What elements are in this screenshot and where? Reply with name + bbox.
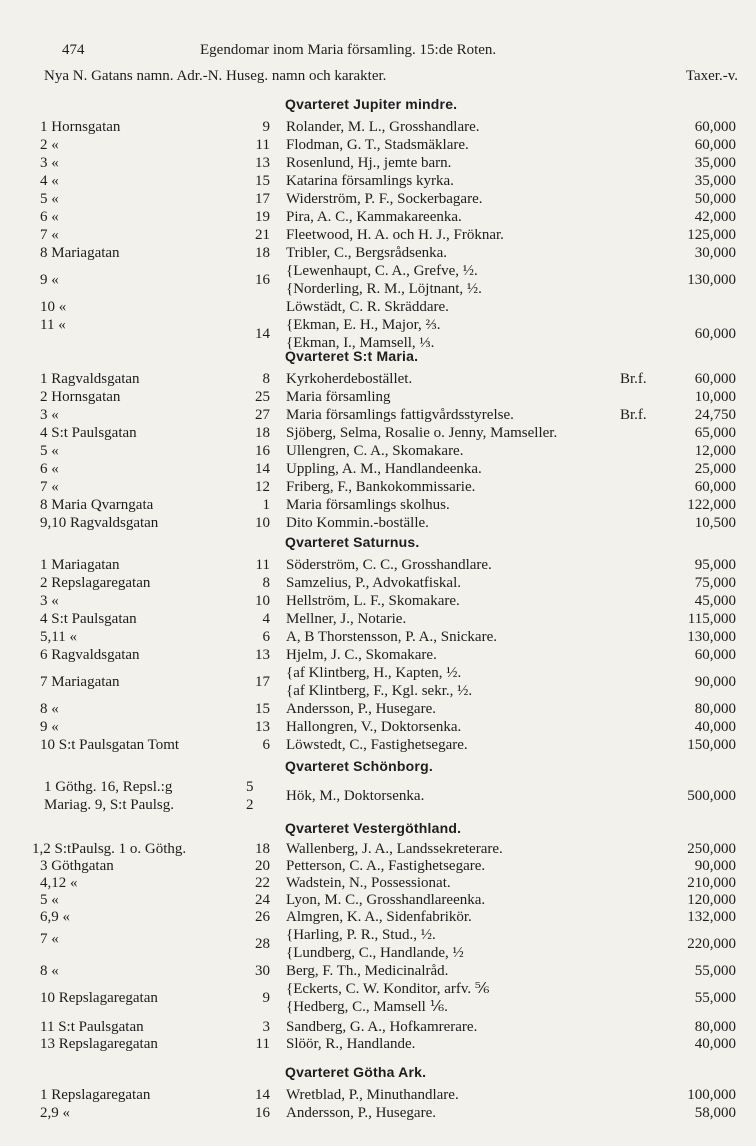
address: 5,11 « [40, 629, 77, 645]
address: 2 Hornsgatan [40, 389, 121, 405]
table-row [0, 244, 756, 262]
tax-value: 80,000 [694, 701, 736, 717]
owner: Löwstedt, C., Fastighetsegare. [286, 737, 468, 753]
owner: {Lundberg, C., Handlande, ½ [286, 945, 464, 961]
house-number: 13 [255, 719, 270, 735]
table-row [0, 388, 756, 406]
tax-value: 122,000 [687, 497, 736, 513]
house-number: 27 [255, 407, 270, 423]
address: 8 Maria Qvarngata [40, 497, 154, 513]
house-number: 18 [255, 425, 270, 441]
table-row [0, 980, 756, 1016]
table-row [0, 628, 756, 646]
tax-value: 125,000 [687, 227, 736, 243]
house-number: 8 [262, 575, 270, 591]
address: 2,9 « [40, 1105, 70, 1121]
tax-value: 132,000 [687, 909, 736, 925]
tax-value: 58,000 [694, 1105, 736, 1121]
table-row [0, 442, 756, 460]
address: 2 « [40, 137, 59, 153]
tax-value: 60,000 [694, 119, 736, 135]
owner-pair [286, 316, 441, 352]
house-number: 12 [255, 479, 270, 495]
owner: Maria församlings skolhus. [286, 497, 450, 513]
address: 7 « [40, 931, 59, 947]
house-number: 1 [262, 497, 270, 513]
owner: Wretblad, P., Minuthandlare. [286, 1087, 459, 1103]
section-title: Qvarteret Jupiter mindre. [285, 96, 458, 112]
address: 8 « [40, 963, 59, 979]
house-number: 6 [262, 737, 270, 753]
address: 8 Mariagatan [40, 245, 120, 261]
house-number: 22 [255, 875, 270, 891]
owner: {Ekman, E. H., Major, ⅔. [286, 317, 441, 333]
table-row [0, 316, 756, 352]
owner: Maria församlings fattigvårdsstyrelse. [286, 407, 514, 423]
owner: {Eckerts, C. W. Konditor, arfv. ⅚ [286, 981, 490, 997]
page-title: Egendomar inom Maria församling. 15:de Roten. [200, 42, 497, 58]
address: 9 « [40, 719, 59, 735]
table-row [0, 406, 756, 424]
tax-value: 250,000 [687, 841, 736, 857]
tax-value: 60,000 [694, 326, 736, 342]
section-title: Qvarteret Schönborg. [285, 758, 433, 774]
tax-value: 60,000 [694, 137, 736, 153]
owner: Flodman, G. T., Stadsmäklare. [286, 137, 469, 153]
table-row [0, 908, 756, 926]
table-row [0, 1018, 756, 1036]
table-row [0, 424, 756, 442]
table-row [0, 891, 756, 909]
house-number: 17 [255, 191, 270, 207]
owner: Hjelm, J. C., Skomakare. [286, 647, 437, 663]
table-row [0, 718, 756, 736]
tax-value: 45,000 [694, 593, 736, 609]
house-number: 20 [255, 858, 270, 874]
owner: A, B Thorstensson, P. A., Snickare. [286, 629, 497, 645]
house-number: 18 [255, 841, 270, 857]
owner: Sjöberg, Selma, Rosalie o. Jenny, Mamseller. [286, 425, 558, 441]
house-number: 14 [255, 326, 270, 342]
house-number: 14 [255, 461, 270, 477]
house-number: 24 [255, 892, 270, 908]
house-number: 26 [255, 909, 270, 925]
address: 4 « [40, 173, 59, 189]
house-number-pair [246, 778, 254, 814]
house-number: 13 [255, 155, 270, 171]
address: 6 « [40, 461, 59, 477]
page-header [0, 42, 756, 66]
house-number: 5 [246, 779, 254, 795]
owner: Wallenberg, J. A., Landssekreterare. [286, 841, 503, 857]
house-number: 11 [255, 557, 270, 573]
table-row [0, 556, 756, 574]
house-number: 18 [255, 245, 270, 261]
house-number: 6 [262, 629, 270, 645]
address: 6 « [40, 209, 59, 225]
table-row [0, 574, 756, 592]
house-number: 16 [255, 443, 270, 459]
address: 4,12 « [40, 875, 78, 891]
address: 3 « [40, 155, 59, 171]
owner: {Hedberg, C., Mamsell ⅙. [286, 999, 448, 1015]
house-number: 17 [255, 674, 270, 690]
house-number: 10 [255, 515, 270, 531]
owner: Dito Kommin.-boställe. [286, 515, 429, 531]
address: 10 S:t Paulsgatan Tomt [40, 737, 180, 753]
owner: Fleetwood, H. A. och H. J., Fröknar. [286, 227, 504, 243]
owner: Andersson, P., Husegare. [286, 1105, 436, 1121]
house-number: 10 [255, 593, 270, 609]
address: 1 Hornsgatan [40, 119, 121, 135]
table-row [0, 478, 756, 496]
owner: Löwstädt, C. R. Skräddare. [286, 299, 449, 315]
owner: Lyon, M. C., Grosshandlareenka. [286, 892, 486, 908]
owner-pair [286, 926, 464, 962]
house-number: 2 [246, 797, 254, 813]
section-title: Qvarteret S:t Maria. [285, 348, 419, 364]
tax-value: 75,000 [694, 575, 736, 591]
address: 2 Repslagaregatan [40, 575, 151, 591]
tax-value: 100,000 [687, 1087, 736, 1103]
table-row [0, 646, 756, 664]
house-number: 9 [262, 990, 270, 1006]
house-number: 19 [255, 209, 270, 225]
tax-value: 55,000 [694, 990, 736, 1006]
owner: {af Klintberg, H., Kapten, ½. [286, 665, 462, 681]
column-headers [0, 68, 756, 92]
address: 5 « [40, 443, 59, 459]
owner-pair [286, 262, 482, 298]
owner: Hallongren, V., Doktorsenka. [286, 719, 462, 735]
owner: Pira, A. C., Kammakareenka. [286, 209, 462, 225]
table-row [0, 208, 756, 226]
owner: Rolander, M. L., Grosshandlare. [286, 119, 480, 135]
address: 5 « [40, 892, 59, 908]
tax-value: 220,000 [687, 936, 736, 952]
owner: Samzelius, P., Advokatfiskal. [286, 575, 461, 591]
house-number: 16 [255, 1105, 270, 1121]
br-mark: Br.f. [620, 407, 647, 423]
address: 5 « [40, 191, 59, 207]
table-row [0, 460, 756, 478]
owner: Söderström, C. C., Grosshandlare. [286, 557, 492, 573]
address: 3 Göthgatan [40, 858, 114, 874]
tax-value: 10,500 [694, 515, 736, 531]
table-row [0, 496, 756, 514]
owner: Rosenlund, Hj., jemte barn. [286, 155, 452, 171]
owner: Andersson, P., Husegare. [286, 701, 436, 717]
table-row [0, 118, 756, 136]
address: 4 S:t Paulsgatan [40, 425, 137, 441]
owner: {af Klintberg, F., Kgl. sekr., ½. [286, 683, 473, 699]
owner: Widerström, P. F., Sockerbagare. [286, 191, 483, 207]
tax-value: 95,000 [694, 557, 736, 573]
owner: Katarina församlings kyrka. [286, 173, 454, 189]
tax-value: 10,000 [694, 389, 736, 405]
owner: Hök, M., Doktorsenka. [286, 788, 425, 804]
address: 13 Repslagaregatan [40, 1036, 158, 1052]
owner: Ullengren, C. A., Skomakare. [286, 443, 464, 459]
address: 3 « [40, 407, 59, 423]
owner-pair [286, 980, 489, 1016]
owner: {Lewenhaupt, C. A., Grefve, ½. [286, 263, 478, 279]
tax-value: 90,000 [694, 674, 736, 690]
house-number: 8 [262, 371, 270, 387]
table-row [0, 592, 756, 610]
tax-value: 25,000 [694, 461, 736, 477]
address: 6 Ragvaldsgatan [40, 647, 140, 663]
tax-value: 130,000 [687, 629, 736, 645]
table-row [0, 840, 756, 858]
tax-value: 42,000 [694, 209, 736, 225]
table-row [0, 857, 756, 875]
house-number: 13 [255, 647, 270, 663]
tax-value: 150,000 [687, 737, 736, 753]
table-row [0, 172, 756, 190]
owner: Berg, F. Th., Medicinalråd. [286, 963, 449, 979]
owner: Wadstein, N., Possessionat. [286, 875, 451, 891]
tax-value: 500,000 [687, 788, 736, 804]
tax-value: 40,000 [694, 1036, 736, 1052]
table-row [0, 874, 756, 892]
owner: Slöör, R., Handlande. [286, 1036, 416, 1052]
address: Mariag. 9, S:t Paulsg. [44, 797, 174, 813]
house-number: 4 [262, 611, 270, 627]
house-number: 3 [262, 1019, 270, 1035]
house-number: 25 [255, 389, 270, 405]
address: 3 « [40, 593, 59, 609]
table-row [0, 226, 756, 244]
table-row [0, 926, 756, 962]
tax-value: 80,000 [694, 1019, 736, 1035]
tax-value: 130,000 [687, 272, 736, 288]
section-title: Qvarteret Götha Ark. [285, 1064, 427, 1080]
table-row [0, 736, 756, 754]
table-row [0, 962, 756, 980]
address: 6,9 « [40, 909, 70, 925]
owner: Almgren, K. A., Sidenfabrikör. [286, 909, 472, 925]
table-row [0, 1035, 756, 1053]
owner: Mellner, J., Notarie. [286, 611, 407, 627]
tax-value: 30,000 [694, 245, 736, 261]
address: 10 Repslagaregatan [40, 990, 158, 1006]
table-row [0, 664, 756, 700]
table-row [0, 370, 756, 388]
house-number: 15 [255, 173, 270, 189]
table-row [0, 154, 756, 172]
house-number: 9 [262, 119, 270, 135]
address: 1,2 S:tPaulsg. 1 o. Göthg. [32, 841, 187, 857]
owner: {Ekman, I., Mamsell, ⅓. [286, 335, 435, 351]
house-number: 15 [255, 701, 270, 717]
address: 1 Repslagaregatan [40, 1087, 151, 1103]
address-pair [44, 778, 174, 814]
address: 4 S:t Paulsgatan [40, 611, 137, 627]
table-row [0, 1104, 756, 1122]
tax-value: 120,000 [687, 892, 736, 908]
table-row [0, 514, 756, 532]
tax-value: 40,000 [694, 719, 736, 735]
owner-pair [286, 664, 472, 700]
tax-value: 210,000 [687, 875, 736, 891]
table-row [0, 1086, 756, 1104]
address: 9,10 Ragvaldsgatan [40, 515, 159, 531]
owner: Tribler, C., Bergsrådsenka. [286, 245, 448, 261]
address: 7 Mariagatan [40, 674, 120, 690]
address: 10 « [40, 299, 67, 315]
owner: Petterson, C. A., Fastighetsegare. [286, 858, 486, 874]
tax-value: 35,000 [694, 155, 736, 171]
section-title: Qvarteret Vestergöthland. [285, 820, 462, 836]
house-number: 16 [255, 272, 270, 288]
address: 7 « [40, 479, 59, 495]
house-number: 21 [255, 227, 270, 243]
tax-value: 60,000 [694, 479, 736, 495]
tax-value: 60,000 [694, 371, 736, 387]
address: 1 Mariagatan [40, 557, 120, 573]
tax-value: 60,000 [694, 647, 736, 663]
house-number: 11 [255, 1036, 270, 1052]
house-number: 28 [255, 936, 270, 952]
table-row [0, 700, 756, 718]
table-row [0, 610, 756, 628]
table-row [0, 778, 756, 814]
address: 1 Ragvaldsgatan [40, 371, 140, 387]
address: 9 « [40, 272, 59, 288]
address: 8 « [40, 701, 59, 717]
owner: Hellström, L. F., Skomakare. [286, 593, 460, 609]
tax-value: 115,000 [687, 611, 736, 627]
owner: Uppling, A. M., Handlandeenka. [286, 461, 482, 477]
tax-value: 55,000 [694, 963, 736, 979]
owner: Friberg, F., Bankokommissarie. [286, 479, 476, 495]
address: 11 « [40, 317, 66, 333]
page-number: 474 [62, 42, 85, 58]
house-number: 11 [255, 137, 270, 153]
table-row [0, 190, 756, 208]
section-title: Qvarteret Saturnus. [285, 534, 420, 550]
address: 7 « [40, 227, 59, 243]
tax-value: 65,000 [694, 425, 736, 441]
tax-value: 12,000 [694, 443, 736, 459]
owner: {Norderling, R. M., Löjtnant, ½. [286, 281, 482, 297]
column-header-left: Nya N. Gatans namn. Adr.-N. Huseg. namn och karakter. [44, 68, 387, 84]
table-row [0, 136, 756, 154]
tax-value: 90,000 [694, 858, 736, 874]
house-number: 14 [255, 1087, 270, 1103]
owner: Maria församling [286, 389, 391, 405]
tax-value: 35,000 [694, 173, 736, 189]
table-row [0, 262, 756, 298]
tax-value: 24,750 [694, 407, 736, 423]
tax-value: 50,000 [694, 191, 736, 207]
br-mark: Br.f. [620, 371, 647, 387]
address: 11 S:t Paulsgatan [40, 1019, 144, 1035]
owner: Kyrkoherdebostället. [286, 371, 413, 387]
address: 1 Göthg. 16, Repsl.:g [44, 779, 173, 795]
column-header-right: Taxer.-v. [685, 68, 738, 84]
house-number: 30 [255, 963, 270, 979]
owner: Sandberg, G. A., Hofkamrerare. [286, 1019, 478, 1035]
owner: {Harling, P. R., Stud., ½. [286, 927, 436, 943]
table-row [0, 298, 756, 316]
